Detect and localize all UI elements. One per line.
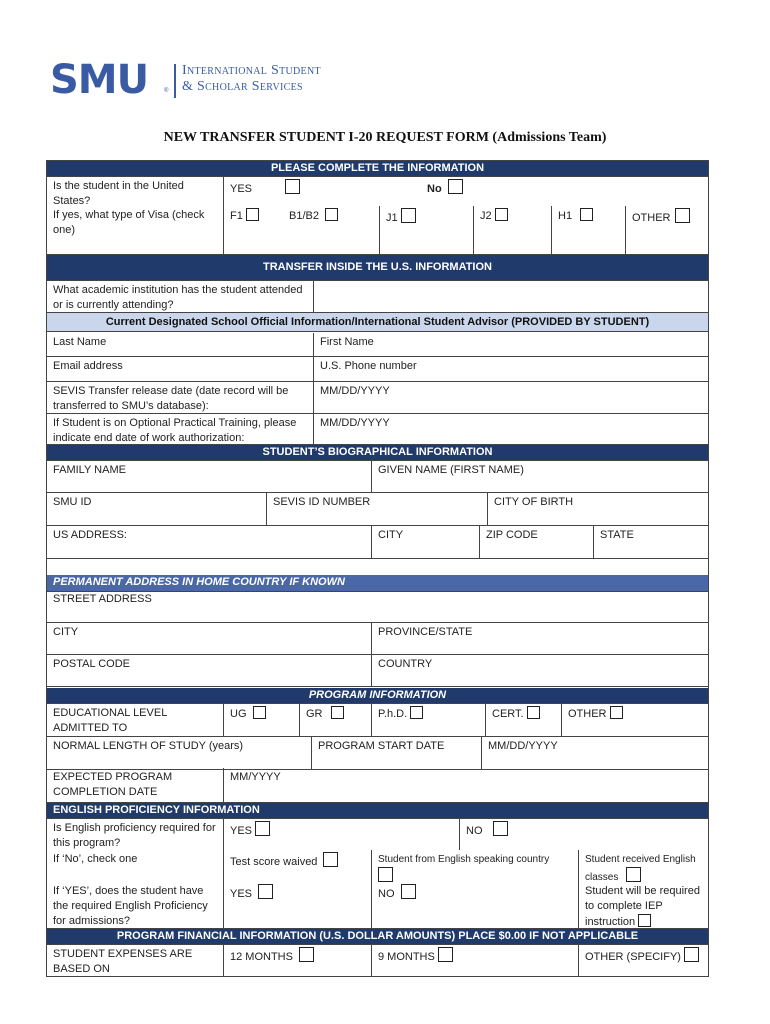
given-name-field[interactable]: GIVEN NAME (FIRST NAME) [371,461,710,492]
row-advisor-contact [46,357,709,382]
section-header-permanent: PERMANENT ADDRESS IN HOME COUNTRY IF KNOWN [47,575,708,591]
section-header-program: PROGRAM INFORMATION [47,688,708,703]
label-visa-type: If yes, what type of Visa (check one) [53,209,205,236]
request-form [46,160,709,977]
row-sevis-release [46,382,709,413]
label-english-required: Is English proficiency required for this program? [53,822,216,849]
row-ids [46,493,709,526]
row-opt [46,413,709,445]
other-specify-label: OTHER (SPECIFY) [585,951,681,963]
visa-other-label: OTHER [632,212,671,224]
level-gr-checkbox[interactable] [331,706,344,719]
level-option-other[interactable] [561,704,710,736]
label-sevis-release: SEVIS Transfer release date (date record will be transferred to SMU’s database): [53,385,289,412]
proficiency-yes-checkbox[interactable] [258,884,273,899]
english-country-checkbox[interactable] [378,867,393,882]
label-expected-completion: EXPECTED PROGRAM COMPLETION DATE [53,771,173,798]
months-12-label: 12 MONTHS [230,951,293,963]
months-9-option[interactable] [371,945,578,976]
english-country-label: Student from English speaking country [378,854,550,865]
other-specify-option[interactable] [578,945,710,976]
visa-j1-label: J1 [386,212,398,224]
level-cert-checkbox[interactable] [527,706,540,719]
row-visa-type [46,208,709,255]
iep-checkbox[interactable] [638,914,651,927]
test-waived-checkbox[interactable] [323,852,338,867]
iep-option[interactable] [578,882,710,928]
english-no-option[interactable] [459,819,710,850]
english-no-label: NO [466,825,483,837]
city-of-birth-field[interactable]: CITY OF BIRTH [487,493,710,525]
logo-mark: SMU [50,57,149,103]
level-ug-label: UG [230,708,247,720]
level-other-label: OTHER [568,708,607,720]
label-if-no: If ‘No’, check one [53,853,138,865]
label-program-start: PROGRAM START DATE [311,737,481,769]
no-label: No [427,183,442,195]
yes-option[interactable] [223,177,413,208]
proficiency-yes-label: YES [230,888,253,900]
visa-f1-label: F1 [230,210,243,222]
row-english-required [46,819,709,850]
months-12-option[interactable] [223,945,371,976]
us-state-field[interactable]: STATE [593,526,710,558]
advisor-email-field[interactable]: Email address [53,360,123,372]
level-option-phd[interactable] [371,704,485,736]
test-waived-option[interactable] [223,850,371,882]
row-expenses-basis [46,945,709,977]
province-state-field[interactable]: PROVINCE/STATE [371,623,710,654]
english-country-option[interactable] [371,850,578,882]
visa-j1-checkbox[interactable] [401,208,416,223]
visa-option-b1b2[interactable] [283,206,379,254]
section-header-financial: PROGRAM FINANCIAL INFORMATION (U.S. DOLLAR AMOUNTS) PLACE $0.00 IF NOT APPLICABLE [46,929,709,945]
no-option[interactable] [413,177,709,208]
advisor-last-name-field[interactable]: Last Name [53,336,107,348]
sevis-release-date-field[interactable]: MM/DD/YYYY [313,382,710,413]
row-perm-city [46,623,709,655]
english-yes-option[interactable] [223,819,459,850]
level-cert-label: CERT. [492,708,524,720]
sevis-id-field[interactable]: SEVIS ID NUMBER [266,493,487,525]
logo-divider [174,64,176,98]
row-program-dates [46,737,709,770]
advisor-phone-field[interactable]: U.S. Phone number [313,357,710,381]
received-english-label: Student received English classes [585,854,696,883]
smu-logo [50,57,450,103]
normal-length-field[interactable]: NORMAL LENGTH OF STUDY (years) [53,740,244,752]
visa-option-h1[interactable] [551,206,625,254]
row-in-us [46,177,709,208]
label-if-yes: If ‘YES’, does the student have the required English Proficiency for admissions? [53,885,208,927]
level-phd-label: P.h.D. [378,708,408,720]
section-permanent [46,559,709,591]
level-option-cert[interactable] [485,704,561,736]
opt-end-date-field[interactable]: MM/DD/YYYY [313,414,710,444]
row-advisor-name [46,332,709,357]
section-header-bio: STUDENT’S BIOGRAPHICAL INFORMATION [46,445,709,461]
visa-option-other[interactable] [625,206,710,254]
visa-j2-checkbox[interactable] [495,208,508,221]
received-english-checkbox[interactable] [626,867,641,882]
yes-checkbox[interactable] [285,179,300,194]
visa-b1b2-label: B1/B2 [289,210,319,222]
section-header-transfer: TRANSFER INSIDE THE U.S. INFORMATION [47,255,708,280]
row-postal [46,655,709,687]
english-yes-label: YES [230,825,253,837]
section-header-english: ENGLISH PROFICIENCY INFORMATION [46,803,709,819]
street-address-field[interactable]: STREET ADDRESS [53,593,152,605]
proficiency-no-checkbox[interactable] [401,884,416,899]
level-gr-label: GR [306,708,323,720]
visa-b1b2-checkbox[interactable] [325,208,338,221]
row-institution [46,281,709,312]
us-zip-field[interactable]: ZIP CODE [479,526,593,558]
visa-h1-checkbox[interactable] [580,208,593,221]
months-9-label: 9 MONTHS [378,951,435,963]
label-institution: What academic institution has the student attended or is currently attending? [53,284,303,311]
us-city-field[interactable]: CITY [371,526,479,558]
logo-line-2: & Scholar Services [182,79,303,94]
level-other-checkbox[interactable] [610,706,623,719]
months-12-checkbox[interactable] [299,947,314,962]
proficiency-no-option[interactable] [371,882,578,928]
expected-completion-field[interactable]: MM/YYYY [223,768,710,802]
row-if-no [46,850,709,882]
yes-label: YES [230,183,253,195]
iep-label: Student will be required to complete IEP instruction [585,885,700,928]
institution-input[interactable] [313,281,710,312]
section-transfer [46,255,709,281]
no-checkbox[interactable] [448,179,463,194]
advisor-first-name-field[interactable]: First Name [313,333,710,356]
level-phd-checkbox[interactable] [410,706,423,719]
other-specify-checkbox[interactable] [684,947,699,962]
visa-other-checkbox[interactable] [675,208,690,223]
english-no-checkbox[interactable] [493,821,508,836]
level-ug-checkbox[interactable] [253,706,266,719]
label-opt: If Student is on Optional Practical Training, please indicate end date of work authorization: [53,417,297,444]
visa-option-j1[interactable] [379,206,473,254]
test-waived-label: Test score waived [230,856,318,868]
smu-id-field[interactable]: SMU ID [53,496,92,508]
visa-h1-label: H1 [558,210,573,222]
level-option-ug[interactable] [223,704,299,736]
row-street [46,591,709,623]
section-header-dso: Current Designated School Official Information/International Student Advisor (PROVIDED BY STUDENT) [46,312,709,332]
months-9-checkbox[interactable] [438,947,453,962]
family-name-field[interactable]: FAMILY NAME [53,464,126,476]
label-edu-level: EDUCATIONAL LEVEL ADMITTED TO [53,707,167,734]
perm-city-field[interactable]: CITY [53,626,79,638]
logo-registered: ® [164,88,169,94]
level-option-gr[interactable] [299,704,371,736]
us-address-field[interactable]: US ADDRESS: [53,529,127,541]
form-title: NEW TRANSFER STUDENT I-20 REQUEST FORM (Admissions Team) [163,130,607,145]
row-us-address [46,526,709,559]
row-if-yes [46,882,709,929]
row-names [46,461,709,493]
proficiency-no-label: NO [378,888,395,900]
label-expenses-basis: STUDENT EXPENSES ARE BASED ON [53,948,193,975]
country-field[interactable]: COUNTRY [371,655,710,686]
logo-line-1: International Student [182,63,321,78]
row-edu-level [46,703,709,737]
visa-f1-checkbox[interactable] [246,208,259,221]
visa-j2-label: J2 [480,210,492,222]
section-program [46,687,709,703]
english-yes-checkbox[interactable] [255,821,270,836]
postal-code-field[interactable]: POSTAL CODE [53,658,131,670]
program-start-date-field[interactable]: MM/DD/YYYY [481,737,710,769]
received-english-option[interactable] [578,850,710,882]
label-in-us: Is the student in the United States? [53,180,184,207]
section-header-complete-info: PLEASE COMPLETE THE INFORMATION [46,160,709,177]
visa-option-j2[interactable] [473,206,551,254]
visa-option-f1[interactable] [223,206,283,254]
proficiency-yes-option[interactable] [223,882,371,928]
row-expected-completion [46,770,709,803]
